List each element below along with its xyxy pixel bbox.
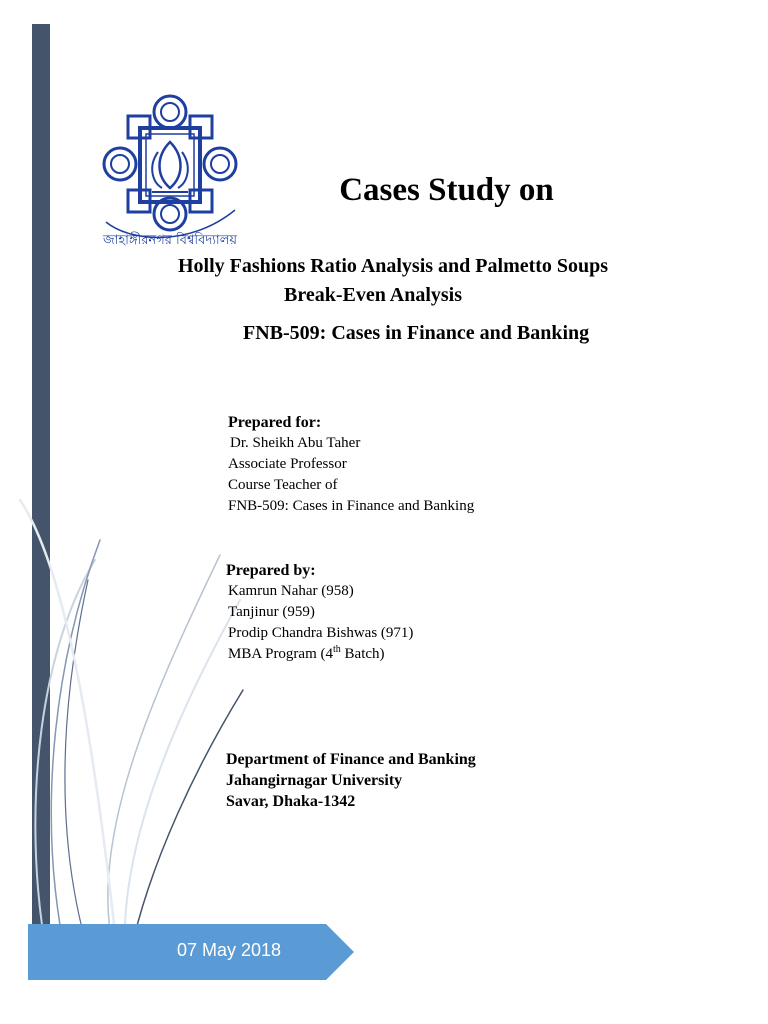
date-label: 07 May 2018 (177, 940, 282, 960)
course-title: FNB-509: Cases in Finance and Banking (243, 322, 590, 344)
program-suffix: Batch) (340, 646, 385, 662)
program-superscript: th (333, 644, 341, 655)
program-line (228, 646, 385, 663)
prepared-by-line: Tanjinur (959) (228, 604, 315, 620)
prepared-for-line: Associate Professor (228, 456, 347, 472)
university-line: Jahangirnagar University (226, 772, 403, 789)
prepared-by-heading: Prepared by: (226, 562, 316, 579)
prepared-by-line: Prodip Chandra Bishwas (971) (228, 625, 414, 641)
address-line: Savar, Dhaka-1342 (226, 793, 356, 810)
program-prefix: MBA Program (4 (228, 646, 333, 662)
prepared-by-line: Kamrun Nahar (958) (228, 583, 354, 599)
prepared-for-line: FNB-509: Cases in Finance and Banking (228, 498, 475, 514)
logo-caption: জাহাঙ্গীরনগর বিশ্ববিদ্যালয় (102, 233, 238, 248)
subtitle-line-2: Break-Even Analysis (284, 284, 462, 306)
page-title: Cases Study on (339, 172, 554, 208)
prepared-for-heading: Prepared for: (228, 414, 322, 431)
department-line: Department of Finance and Banking (226, 751, 476, 768)
side-accent-bar (32, 24, 50, 924)
subtitle-line-1: Holly Fashions Ratio Analysis and Palmetto Soups (178, 255, 609, 277)
prepared-for-line: Course Teacher of (228, 477, 338, 493)
prepared-for-line: Dr. Sheikh Abu Taher (230, 435, 361, 451)
